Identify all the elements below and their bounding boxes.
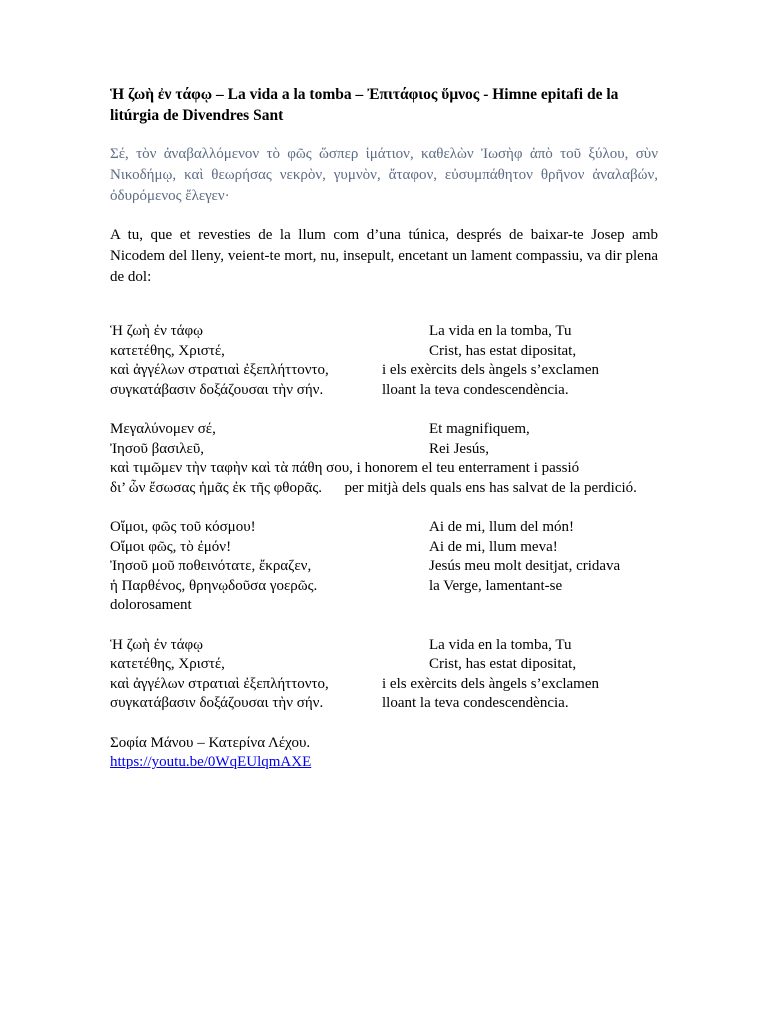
verse-line: [110, 361, 658, 381]
greek-verse: καὶ ἀγγέλων στρατιαὶ ἐξεπλήττοντο,: [110, 362, 329, 379]
greek-verse: συγκατάβασιν δοξάζουσαι τὴν σήν.: [110, 381, 324, 398]
stanza-1: [110, 322, 658, 400]
document-title: Ἡ ζωὴ ἐν τάφῳ – La vida a la tomba – Ἐπιτάφιος ὕμνος - Himne epitafi de la litúrgia de Divendres Sant: [110, 86, 619, 124]
catalan-verse: Jesús meu molt desitjat, cridava: [429, 558, 621, 575]
catalan-verse: Rei Jesús,: [429, 440, 489, 457]
greek-verse: Ἰησοῦ βασιλεῦ,: [110, 440, 205, 457]
verse-line: [110, 636, 658, 656]
credits: [110, 734, 658, 773]
catalan-verse: La vida en la tomba, Tu: [429, 323, 572, 339]
greek-intro-paragraph: Σέ, τὸν ἀναβαλλόμενον τὸ φῶς ὥσπερ ἱμάτιον, καθελὼν Ἰωσὴφ ἀπὸ τοῦ ξύλου, σὺν Νικοδήμῳ, καὶ θεωρήσας νεκρὸν, γυμνὸν, ἄταφον, εὐσυμπάθητον θρῆνον ἀναλαβών, ὀδυρόμενος ἔλεγεν·: [110, 146, 658, 204]
verse-line-wrapped: καὶ τιμῶμεν τὴν ταφὴν καὶ τὰ πάθη σου, i honorem el teu enterrament i passió: [110, 460, 580, 477]
verse-line: [110, 342, 658, 362]
verse-line: [110, 577, 658, 597]
catalan-verse: Et magnifiquem,: [429, 420, 530, 437]
greek-verse: καὶ ἀγγέλων στρατιαὶ ἐξεπλήττοντο,: [110, 675, 329, 692]
greek-verse: Οἴμοι φῶς, τὸ ἐμόν!: [110, 538, 232, 555]
performers-line: Σοφία Μάνου – Κατερίνα Λέχου.: [110, 734, 311, 751]
catalan-verse: Crist, has estat dipositat,: [429, 342, 577, 359]
verse-line-wrapped: δι’ ὧν ἔσωσας ἡμᾶς ἐκ τῆς φθορᾶς. per mitjà dels quals ens has salvat de la perdició.: [110, 479, 637, 496]
greek-verse: Ἡ ζωὴ ἐν τάφῳ: [110, 323, 204, 339]
catalan-verse: La vida en la tomba, Tu: [429, 636, 572, 653]
catalan-verse: la Verge, lamentant-se: [429, 577, 563, 594]
greek-verse: Ἡ ζωὴ ἐν τάφῳ: [110, 636, 204, 653]
stanza-4: [110, 636, 658, 714]
verse-line: [110, 694, 658, 714]
catalan-verse: lloant la teva condescendència.: [382, 381, 569, 398]
catalan-verse: i els exèrcits dels àngels s’exclamen: [382, 675, 600, 692]
catalan-verse: Ai de mi, llum del món!: [429, 518, 574, 535]
greek-verse: Οἴμοι, φῶς τοῦ κόσμου!: [110, 518, 256, 535]
verse-line: [110, 420, 658, 440]
verse-line: [110, 440, 658, 460]
catalan-verse: lloant la teva condescendència.: [382, 695, 569, 712]
greek-verse: Μεγαλύνομεν σέ,: [110, 420, 216, 437]
verse-line: [110, 675, 658, 695]
catalan-intro-paragraph: A tu, que et revesties de la llum com d’una túnica, després de baixar-te Josep amb Nicodem del lleny, veient-te mort, nu, insepult, encetant un lament compassiu, va dir plena de dol:: [110, 227, 658, 285]
youtube-link[interactable]: https://youtu.be/0WqEUlqmAXE: [110, 754, 312, 771]
catalan-verse: Crist, has estat dipositat,: [429, 656, 577, 673]
greek-verse: Ἰησοῦ μοῦ ποθεινότατε, ἔκραζεν,: [110, 558, 312, 575]
document-page: [110, 84, 658, 773]
greek-verse: κατετέθης, Χριστέ,: [110, 342, 225, 359]
verse-line: [110, 655, 658, 675]
verse-line: [110, 381, 658, 401]
stanza-3: [110, 518, 658, 616]
greek-verse: ἡ Παρθένος, θρηνῳδοῦσα γοερῶς.: [110, 577, 318, 594]
verse-line: [110, 538, 658, 558]
hymn-text: [110, 322, 658, 714]
greek-verse: κατετέθης, Χριστέ,: [110, 656, 225, 673]
stanza-2: [110, 420, 658, 498]
verse-line: [110, 322, 658, 342]
verse-line: [110, 557, 658, 577]
greek-verse: συγκατάβασιν δοξάζουσαι τὴν σήν.: [110, 695, 324, 712]
verse-line-continuation: dolorosament: [110, 597, 192, 614]
verse-line: [110, 518, 658, 538]
catalan-verse: Ai de mi, llum meva!: [429, 538, 558, 555]
catalan-verse: i els exèrcits dels àngels s’exclamen: [382, 362, 600, 379]
